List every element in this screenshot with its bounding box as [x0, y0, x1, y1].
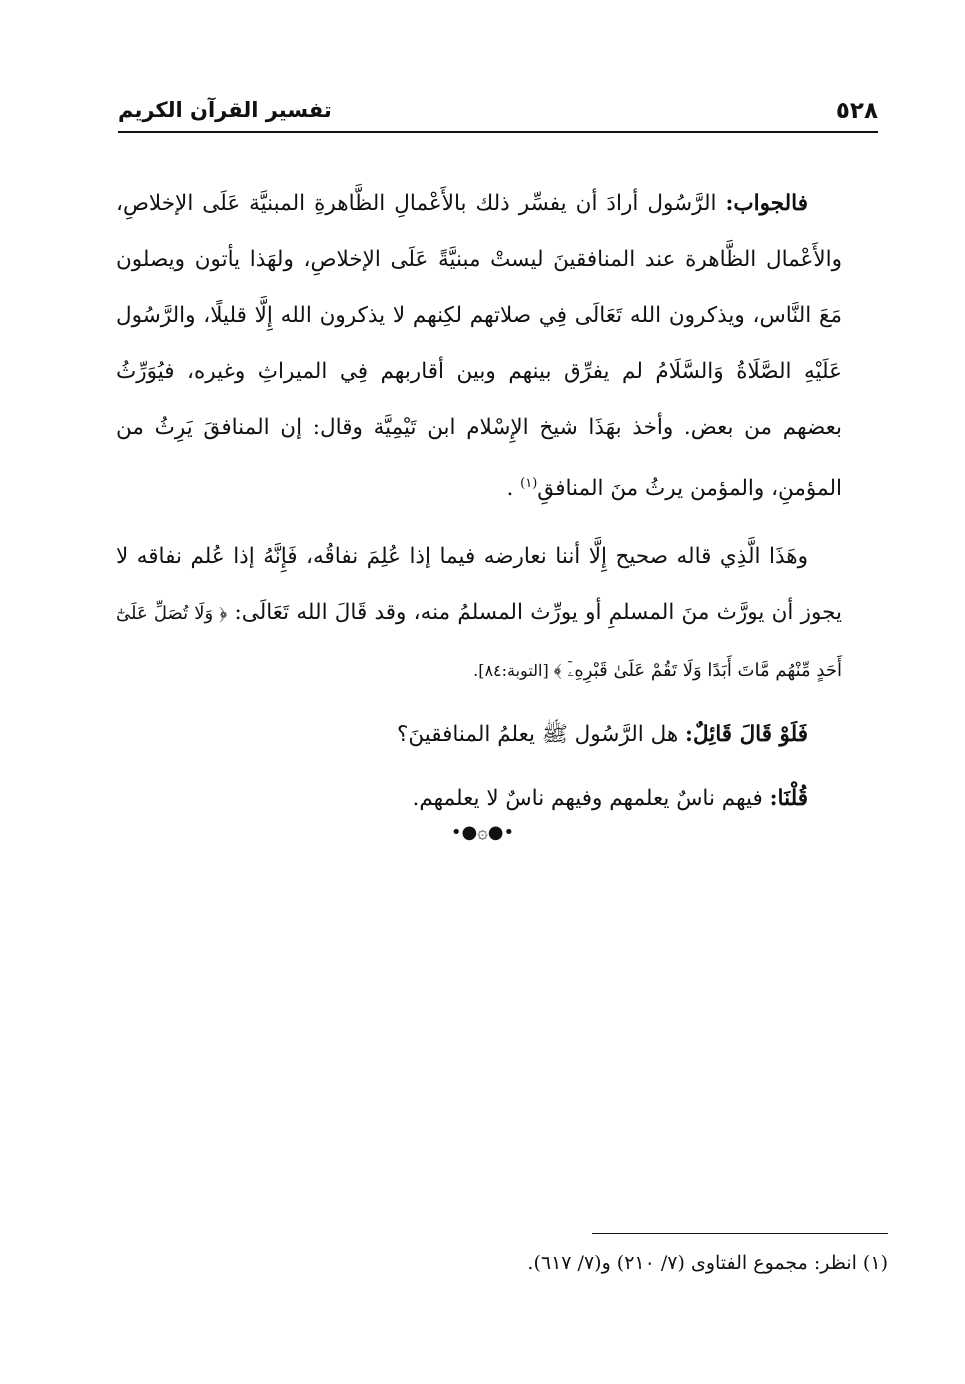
question-lead: فَلَوْ قَالَ قَائِلٌ:	[685, 722, 808, 748]
page-number: ٥٢٨	[835, 98, 878, 124]
running-title: تفسير القرآن الكريم	[118, 98, 332, 122]
answer-lead: فالجواب:	[725, 191, 808, 216]
section-end-ornament: •●۞●•	[450, 822, 515, 843]
comment-text: وهَذَا الَّذِي قاله صحيح إِلَّا أننا نعارضه فيما إذا عُلِمَ نفاقُه، فَإِنَّهُ إذا عُلم نفاقه لا يجوز أن يورَّث منَ المسلمِ أو يورِّث المسلمُ منه، وقد قَالَ الله تَعَالَى:	[116, 544, 842, 626]
footnote: (١) انظر: مجموع الفتاوى (٧/ ٢١٠) و(٧/ ٦١٧).	[527, 1252, 888, 1274]
reply-lead: قُلْنَا:	[769, 786, 808, 812]
question-text: هل الرَّسُول ﷺ يعلمُ المنافقينَ؟	[396, 722, 686, 748]
paragraph-reply	[116, 771, 842, 827]
footnote-marker[interactable]: (١)	[520, 476, 538, 491]
header-rule	[118, 131, 878, 133]
paragraph-comment	[116, 529, 842, 699]
footnote-rule	[592, 1233, 888, 1234]
verse-reference: [التوبة:٨٤].	[473, 661, 554, 681]
paragraph-answer	[116, 176, 842, 517]
reply-text: فيهم ناسٌ يعلمهم وفيهم ناسٌ لا يعلمهم.	[412, 786, 770, 812]
main-text	[116, 176, 842, 835]
quran-verse: ﴿ وَلَا تُصَلِّ عَلَىٰٓ أَحَدٍ مِّنْهُم مَّاتَ أَبَدًا وَلَا تَقُمْ عَلَىٰ قَبْرِهِۦٓ ﴾	[116, 603, 842, 682]
paragraph-question	[116, 707, 842, 763]
answer-end: .	[506, 476, 521, 502]
answer-text: الرَّسُول أرادَ أن يفسِّر ذلك بالأَعْمالِ الظَّاهرةِ المبنيَّة عَلَى الإخلاصِ، والأَعْمال الظَّاهرة عند المنافقينَ ليستْ مبنيَّةً عَلَى الإخلاصِ، ولهَذا يأتون ويصلون مَعَ النَّاس، ويذكرون الله تَعَالَى فِي صلاتهم لكِنهم لا يذكرون الله إِلَّا قليلًا، والرَّسُول عَلَيْهِ الصَّلَاةُ وَالسَّلَامُ لم يفرِّق بينهم وبين أقاربهم فِي الميراثِ وغيره، فيُوَرِّثُ بعضهم من بعض. وأخذ بهَذَا شيخ الإِسْلام ابن تَيْمِيَّة وقال: إن المنافقَ يَرِثُ من المؤمنِ، والمؤمن يرثُ منَ المنافقِ	[116, 191, 842, 502]
page-header	[118, 96, 878, 132]
